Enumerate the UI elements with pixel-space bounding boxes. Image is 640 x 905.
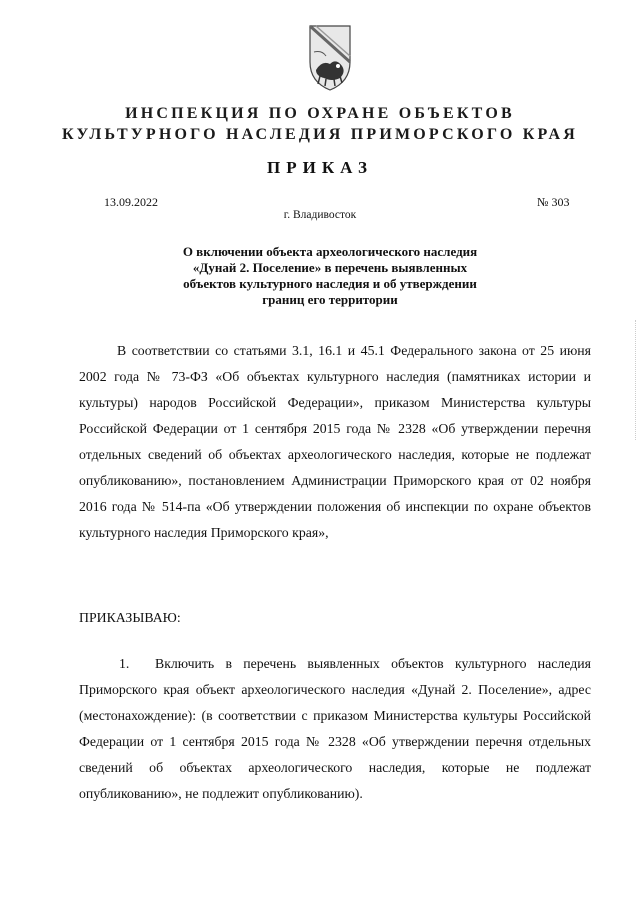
document-date: 13.09.2022 bbox=[104, 195, 158, 209]
title-line: объектов культурного наследия и об утверждении bbox=[183, 276, 477, 291]
order-item-text: Включить в перечень выявленных объектов культурного наследия Приморского края объект археологического наследия «Дунай 2. Поселение», адрес (местонахождение): (в соответствии с приказом Министерства культуры Российской Федерации от 1 сентября 2015 года № 2328 «Об утверждении перечня отдельных сведений об объектах археологического наследия, которые не подлежат опубликованию», не подлежит опубликованию). bbox=[79, 656, 591, 801]
title-line: О включении объекта археологического наследия bbox=[182, 244, 478, 259]
coat-of-arms-emblem bbox=[302, 22, 358, 92]
document-title bbox=[120, 244, 540, 308]
scan-edge-mark bbox=[634, 320, 636, 440]
document-city: г. Владивосток bbox=[283, 209, 357, 221]
order-word: ПРИКАЗЫВАЮ: bbox=[79, 610, 181, 625]
order-item-number: 1. bbox=[119, 656, 130, 671]
document-type: ПРИКАЗ bbox=[267, 158, 373, 177]
title-line: «Дунай 2. Поселение» в перечень выявленных bbox=[192, 260, 468, 275]
preamble-paragraph: В соответствии со статьями 3.1, 16.1 и 45.1 Федерального закона от 25 июня 2002 года № 73-ФЗ «Об объектах культурного наследия (памятниках истории и культуры) народов Российской Федерации», приказом Министерства культуры Российской Федерации от 1 сентября 2015 года № 2328 «Об утверждении перечня отдельных сведений об объектах археологического наследия, которые не подлежат опубликованию», постановлением Администрации Приморского края от 02 ноября 2016 года № 514-па «Об утверждении положения об инспекции по охране объектов культурного наследия Приморского края», bbox=[79, 343, 591, 540]
title-line: границ его территории bbox=[262, 292, 398, 307]
organization-name-line1: ИНСПЕКЦИЯ ПО ОХРАНЕ ОБЪЕКТОВ bbox=[125, 105, 515, 122]
document-number: № 303 bbox=[537, 195, 570, 209]
organization-name-line2: КУЛЬТУРНОГО НАСЛЕДИЯ ПРИМОРСКОГО КРАЯ bbox=[62, 126, 578, 143]
order-item bbox=[79, 651, 591, 807]
